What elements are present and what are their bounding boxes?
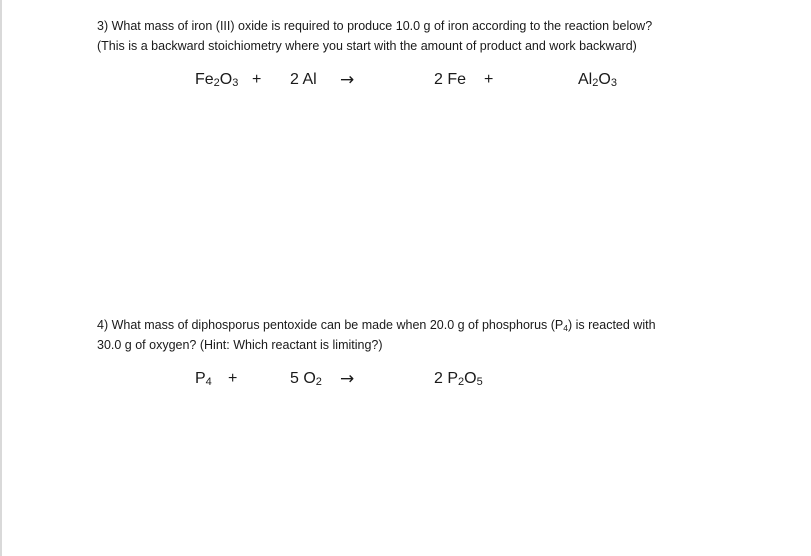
question-4-line-2: 30.0 g of oxygen? (Hint: Which reactant is limiting?): [97, 338, 383, 352]
equation-4: [0, 367, 811, 391]
equation-3-plus-2: +: [484, 71, 494, 88]
equation-4-plus-1: +: [228, 370, 238, 387]
equation-4-arrow-icon: →: [340, 369, 355, 389]
question-3-line-1: 3) What mass of iron (III) oxide is required to produce 10.0 g of iron according to the reaction below?: [97, 19, 653, 33]
equation-3-reactant-fe2o3: $Fe_2O_3$: [195, 71, 239, 89]
equation-4-product-p2o5: 2 $P_2O_5$: [434, 370, 483, 388]
equation-3: [0, 68, 811, 92]
equation-4-reactant-o2: 5 $O_2$: [290, 370, 322, 388]
question-3: [97, 16, 737, 56]
equation-3-plus-1: +: [252, 71, 262, 88]
equation-3-arrow-icon: →: [340, 70, 355, 90]
equation-4-reactant-p4: $P_4$: [195, 370, 212, 388]
question-4-line-1: 4) What mass of diphosporus pentoxide can be made when 20.0 g of phosphorus $(P_4)$ is reacted with: [97, 318, 656, 333]
equation-3-reactant-al: 2 Al: [290, 71, 317, 88]
equation-3-product-al2o3: $Al_2O_3$: [578, 71, 617, 89]
question-4: [97, 315, 737, 355]
question-3-line-2: (This is a backward stoichiometry where you start with the amount of product and work backward): [97, 39, 637, 53]
equation-3-product-fe: 2 Fe: [434, 71, 467, 88]
